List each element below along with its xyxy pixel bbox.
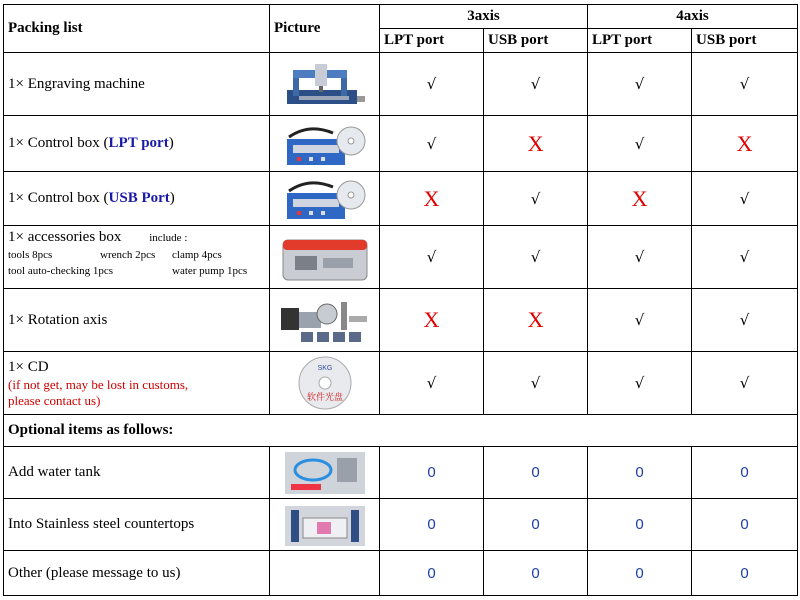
accessories-title: 1× accessories box [8, 229, 122, 245]
row-label-usb-box [4, 172, 270, 226]
rotation-axis-picture [270, 289, 380, 352]
mark-cross: X [484, 116, 588, 172]
other-picture-cell [270, 551, 380, 596]
table-row [4, 226, 798, 289]
row-label-accessories [4, 226, 270, 289]
cd-disc-brand: SKG [317, 365, 332, 372]
mark-cross: X [692, 116, 798, 172]
mark-zero: 0 [380, 499, 484, 551]
mark-check: √ [588, 352, 692, 415]
cd-picture [270, 352, 380, 415]
table-row [4, 116, 798, 172]
mark-zero: 0 [484, 447, 588, 499]
table-row [4, 172, 798, 226]
mark-zero: 0 [484, 499, 588, 551]
header-3axis-usb: USB port [484, 29, 588, 53]
row-label-usb-box-suffix: ) [169, 190, 175, 206]
mark-zero: 0 [692, 551, 798, 596]
mark-cross: X [380, 289, 484, 352]
mark-check: √ [588, 53, 692, 116]
row-label-lpt-box-highlight: LPT port [108, 135, 169, 151]
mark-check: √ [588, 289, 692, 352]
mark-cross: X [588, 172, 692, 226]
control-box-lpt-picture [270, 116, 380, 172]
accessories-tool-auto: tool auto-checking 1pcs [8, 265, 114, 277]
packing-list-table [3, 4, 798, 596]
table-row [4, 289, 798, 352]
mark-check: √ [692, 352, 798, 415]
accessories-pump: water pump 1pcs [172, 265, 248, 277]
mark-zero: 0 [588, 447, 692, 499]
mark-check: √ [380, 116, 484, 172]
mark-cross: X [380, 172, 484, 226]
engraving-machine-picture [270, 53, 380, 116]
row-label-engraving: 1× Engraving machine [4, 53, 270, 116]
header-3axis-lpt: LPT port [380, 29, 484, 53]
optional-items-heading: Optional items as follows: [4, 415, 798, 447]
mark-zero: 0 [588, 499, 692, 551]
mark-check: √ [692, 53, 798, 116]
mark-zero: 0 [380, 551, 484, 596]
mark-zero: 0 [692, 499, 798, 551]
row-label-lpt-box [4, 116, 270, 172]
row-label-usb-box-prefix: 1× Control box ( [8, 190, 109, 206]
accessories-box-picture [270, 226, 380, 289]
mark-zero: 0 [692, 447, 798, 499]
mark-zero: 0 [484, 551, 588, 596]
mark-check: √ [692, 172, 798, 226]
cd-disc-text: 软件光盘 [306, 393, 343, 403]
mark-check: √ [692, 289, 798, 352]
cd-note-2: please contact us) [8, 393, 101, 408]
row-label-usb-box-highlight: USB Port [108, 190, 170, 206]
row-label-other: Other (please message to us) [4, 551, 270, 596]
accessories-clamp: clamp 4pcs [172, 249, 222, 261]
header-4axis-usb: USB port [692, 29, 798, 53]
header-3axis: 3axis [380, 5, 588, 29]
mark-check: √ [380, 352, 484, 415]
mark-check: √ [484, 53, 588, 116]
row-label-cd [4, 352, 270, 415]
mark-cross: X [484, 289, 588, 352]
mark-check: √ [692, 226, 798, 289]
accessories-tools: tools 8pcs [8, 249, 53, 261]
table-row [4, 499, 798, 551]
mark-zero: 0 [588, 551, 692, 596]
cd-note-1: (if not get, may be lost in customs, [8, 377, 189, 392]
header-4axis-lpt: LPT port [588, 29, 692, 53]
mark-check: √ [484, 226, 588, 289]
control-box-usb-picture [270, 172, 380, 226]
row-label-stainless: Into Stainless steel countertops [4, 499, 270, 551]
table-row [4, 53, 798, 116]
row-label-water-tank: Add water tank [4, 447, 270, 499]
mark-check: √ [380, 226, 484, 289]
stainless-countertop-picture [270, 499, 380, 551]
water-tank-picture [270, 447, 380, 499]
header-packing-list: Packing list [4, 5, 270, 53]
mark-check: √ [484, 352, 588, 415]
mark-check: √ [380, 53, 484, 116]
accessories-wrench: wrench 2pcs [100, 249, 156, 261]
table-row [4, 352, 798, 415]
table-row [4, 551, 798, 596]
mark-check: √ [588, 226, 692, 289]
mark-zero: 0 [380, 447, 484, 499]
table-row [4, 447, 798, 499]
accessories-include: include : [149, 232, 188, 244]
cd-title: 1× CD [8, 359, 49, 375]
mark-check: √ [588, 116, 692, 172]
row-label-lpt-box-suffix: ) [168, 135, 174, 151]
row-label-lpt-box-prefix: 1× Control box ( [8, 135, 109, 151]
header-picture: Picture [270, 5, 380, 53]
mark-check: √ [484, 172, 588, 226]
row-label-rotation: 1× Rotation axis [4, 289, 270, 352]
header-4axis: 4axis [588, 5, 798, 29]
